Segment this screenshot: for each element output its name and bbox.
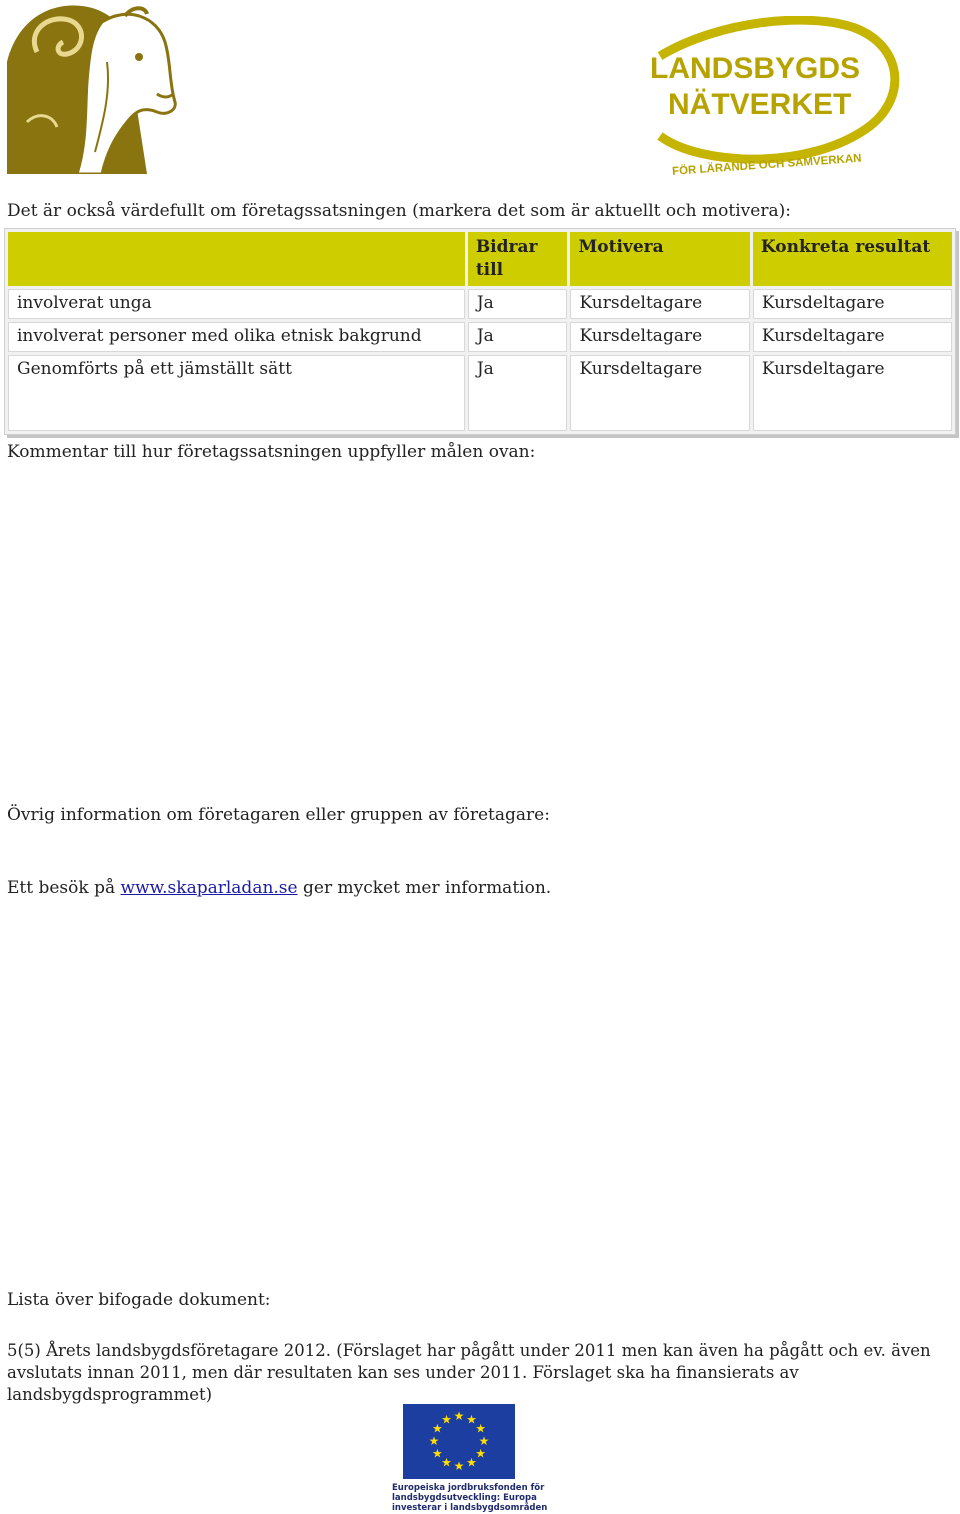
goals-table	[4, 228, 956, 435]
eu-caption	[392, 1483, 548, 1513]
attachments-label: Lista över bifogade dokument:	[7, 1290, 271, 1310]
landsbygdsnatverket-logo	[640, 16, 900, 181]
visit-text	[7, 878, 551, 898]
star-icon: ★	[453, 1409, 465, 1423]
eu-flag-logo	[403, 1404, 515, 1479]
table-cell: Kursdeltagare	[570, 355, 749, 431]
visit-before: Ett besök på	[7, 878, 121, 898]
table-cell: Genomförts på ett jämställt sätt	[8, 355, 465, 431]
header-cell-motivera: Motivera	[570, 232, 749, 286]
star-icon: ★	[441, 1412, 452, 1427]
table-row	[8, 322, 952, 352]
header-cell-bidrar: Bidrar till	[468, 232, 568, 286]
table-cell: Kursdeltagare	[753, 355, 952, 431]
eu-caption-line: Europeiska jordbruksfonden för	[392, 1483, 545, 1493]
star-icon: ★	[475, 1421, 487, 1436]
eu-caption-line: investerar i landsbygdsområden	[392, 1503, 548, 1513]
other-info-label: Övrig information om företagaren eller gruppen av företagare:	[7, 805, 550, 825]
star-icon: ★	[453, 1459, 465, 1473]
table-cell: Kursdeltagare	[570, 289, 749, 319]
visit-after: ger mycket mer information.	[297, 878, 552, 898]
star-icon: ★	[431, 1421, 443, 1436]
table-cell: Kursdeltagare	[570, 322, 749, 352]
intro-text: Det är också värdefullt om företagssatsningen (markera det som är aktuellt och motivera):	[7, 201, 791, 221]
star-icon: ★	[428, 1434, 440, 1448]
table-header-row	[8, 232, 952, 286]
footer-text: 5(5) Årets landsbygdsföretagare 2012. (Förslaget har pågått under 2011 men kan även ha pågått och ev. även avslutats innan 2011, men där resultaten kan ses under 2011. Förslaget ska ha finansierats av landsbygdsprogrammet)	[7, 1341, 931, 1404]
star-icon: ★	[478, 1434, 490, 1448]
logo-tagline: FÖR LÄRANDE OCH SAMVERKAN	[671, 152, 862, 178]
header-cell-empty	[8, 232, 465, 286]
eu-caption-line: landsbygdsutveckling: Europa	[392, 1493, 537, 1503]
table-cell: involverat unga	[8, 289, 465, 319]
comment-label: Kommentar till hur företagssatsningen uppfyller målen ovan:	[7, 442, 536, 462]
table-row	[8, 289, 952, 319]
logo-line1: LANDSBYGDS	[650, 52, 861, 85]
table-row	[8, 355, 952, 431]
header-cell-resultat: Konkreta resultat	[753, 232, 952, 286]
logo-line2: NÄTVERKET	[668, 88, 852, 121]
star-icon: ★	[466, 1412, 477, 1427]
star-icon: ★	[475, 1446, 487, 1461]
table-cell: Kursdeltagare	[753, 289, 952, 319]
table-cell: Ja	[468, 322, 568, 352]
website-link[interactable]: www.skaparladan.se	[120, 878, 298, 898]
star-icon: ★	[441, 1455, 452, 1470]
star-icon: ★	[431, 1446, 443, 1461]
table-cell: Ja	[468, 355, 568, 431]
table-cell: Ja	[468, 289, 568, 319]
ram-logo	[7, 2, 177, 174]
table-cell: Kursdeltagare	[753, 322, 952, 352]
star-icon: ★	[466, 1455, 477, 1470]
table-cell: involverat personer med olika etnisk bakgrund	[8, 322, 465, 352]
